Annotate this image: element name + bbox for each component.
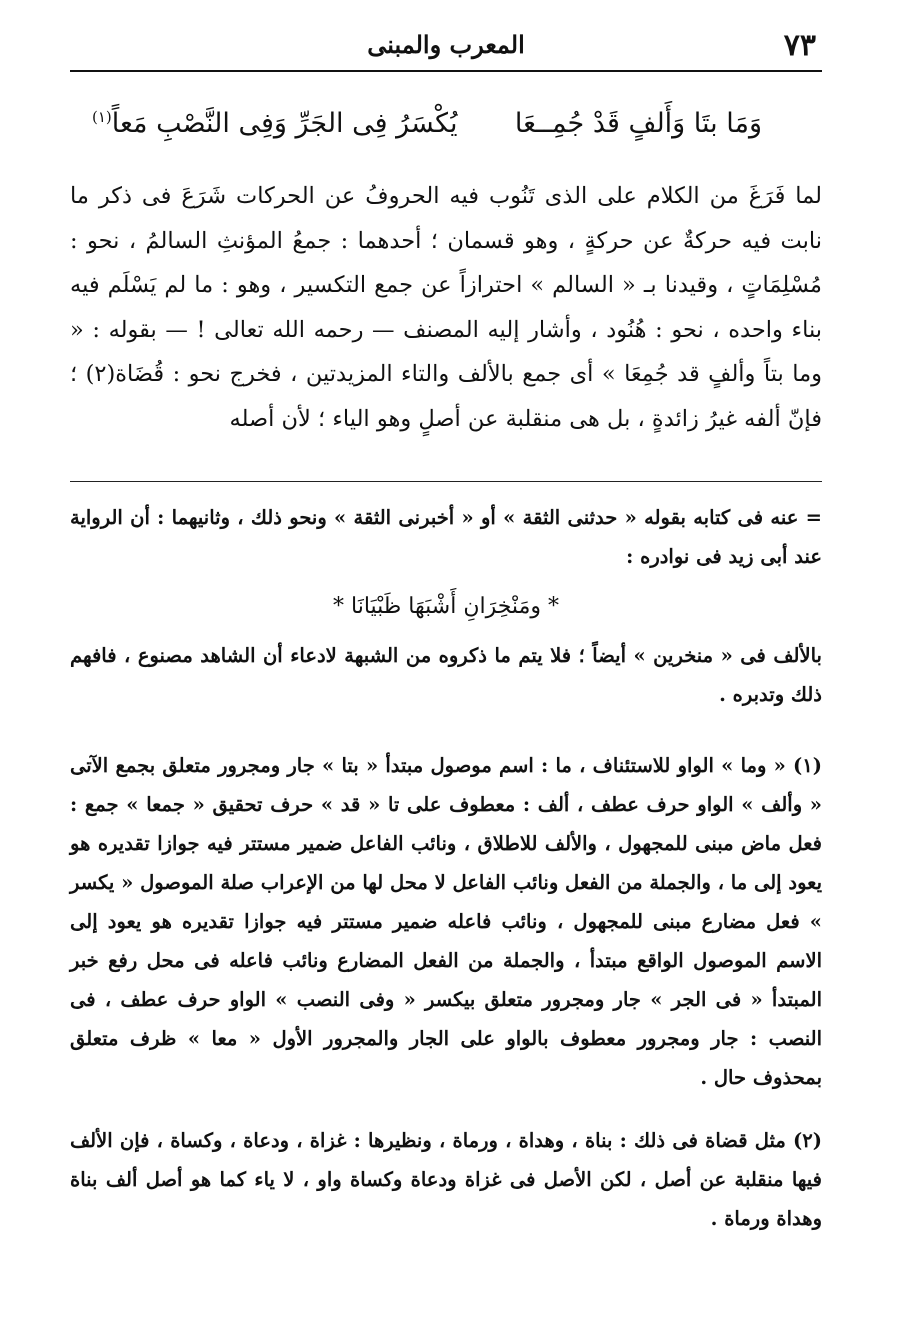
verse-line bbox=[70, 108, 822, 154]
page-header bbox=[70, 22, 822, 66]
footnote-ref-1: (١) bbox=[92, 108, 112, 126]
book-page bbox=[70, 22, 822, 1238]
continuation-text-1 bbox=[70, 498, 822, 576]
quoted-verse: * ومَنْخِرَانِ أَشْبَهَا ظَبْيَانَا * bbox=[333, 594, 559, 619]
running-title: المعرب والمبنى bbox=[367, 30, 525, 59]
main-text bbox=[70, 174, 822, 441]
header-rule bbox=[70, 70, 822, 72]
continuation-text-1-body: عنه فى كتابه بقوله « حدثنى الثقة » أو « أخبرنى الثقة » ونحو ذلك ، وثانيهما : أن الرواية عند أبى زيد فى نوادره : bbox=[70, 506, 822, 568]
footnote-1: (١) « وما » الواو للاستئناف ، ما : اسم موصول مبتدأ « بتا » جار ومجرور متعلق بجمع الآتى « وألف » الواو حرف عطف ، ألف : معطوف على تا « قد » حرف تحقيق « جمعا » جمع : فعل ماض مبنى للمجهول ، والألف للاطلاق ، ونائب الفاعل ضمير مستتر فيه جوازا تقديره هو يعود إلى ما ، والجملة من الفعل ونائب الفاعل لا محل لها من الإعراب صلة الموصول « يكسر » فعل مضارع مبنى للمجهول ، ونائب فاعله ضمير مستتر فيه جوازا تقديره هو يعود إلى الاسم الموصول الواقع مبتدأ ، والجملة من الفعل المضارع ونائب فاعله فى محل رفع خبر المبتدأ « فى الجر » جار ومجرور متعلق بيكسر « وفى النصب » الواو حرف عطف ، فى النصب : جار ومجرور معطوف بالواو على الجار والمجرور الأول « معا » ظرف متعلق بمحذوف حال . bbox=[70, 754, 822, 1089]
main-paragraph: لما فَرَغَ من الكلام على الذى تَنُوب فيه الحروفُ عن الحركات شَرَعَ فى ذكر ما نابت فيه حركةٌ عن حركةٍ ، وهو قسمان ؛ أحدهما : جمعُ المؤنثِ السالمُ ، نحو : مُسْلِمَاتٍ ، وقيدنا بـ « السالم » احترازاً عن جمع التكسير ، وهو : ما لم يَسْلَم فيه بناء واحده ، نحو : هُنُود ، وأشار إليه المصنف — رحمه الله تعالى ! — بقوله : « وما بتاً وألفٍ قد جُمِعَا » أى جمع بالألف والتاء المزيدتين ، فخرج نحو : قُضَاة(٢) ؛ فإنّ ألفه غيرُ زائدةٍ ، بل هى منقلبة عن أصلٍ وهو الياء ؛ لأن أصله bbox=[70, 183, 823, 432]
footnote-continuation bbox=[70, 498, 822, 714]
verse-hemistich-second bbox=[92, 108, 458, 139]
page-number: ٧٣ bbox=[783, 28, 816, 63]
verse-hemistich-first bbox=[515, 108, 762, 139]
continuation-marker: = bbox=[805, 506, 823, 529]
footnote-2: (٢) مثل قضاة فى ذلك : بناة ، وهداة ، ورماة ، ونظيرها : غزاة ، ودعاة ، وكساة ، فإن الألف فيها منقلبة عن أصل ، لكن الأصل فى غزاة ودعاة وكساة واو ، لا ياء كما هو أصل ألف بناة وهداة ورماة . bbox=[70, 1129, 822, 1230]
verse-second-text: يُكْسَرُ فِى الجَرِّ وَفِى النَّصْبِ مَعاً bbox=[111, 108, 458, 139]
footnote-divider bbox=[70, 481, 822, 482]
verse-first-text: وَمَا بتَا وَأَلفٍ قَدْ جُمِــعَا bbox=[514, 108, 762, 139]
continuation-text-2: بالألف فى « منخرين » أيضاً ؛ فلا يتم ما ذكروه من الشبهة لادعاء أن الشاهد مصنوع ، فافهم ذلك وتدبره . bbox=[70, 644, 822, 706]
